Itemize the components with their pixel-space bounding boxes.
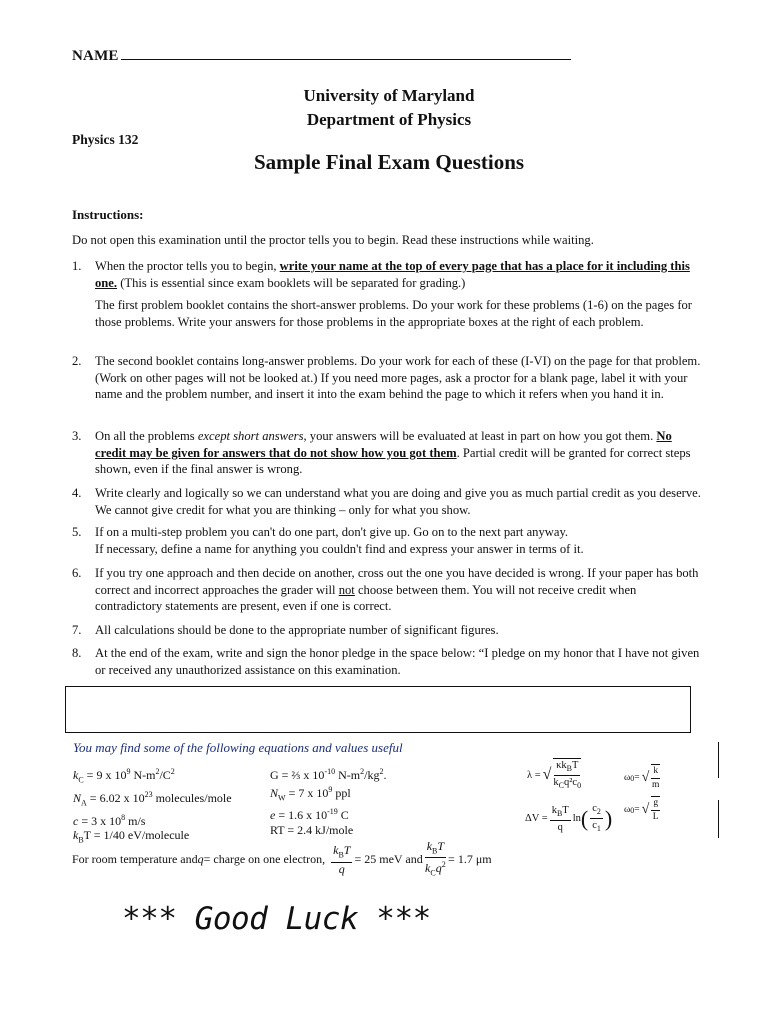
item-number: 7. (72, 623, 82, 637)
item-number: 2. (72, 354, 82, 368)
honor-pledge-box[interactable] (65, 686, 691, 733)
university-name: University of Maryland (303, 86, 475, 105)
debye-length-formula: λ = √ $\frac{\kappa k_BT}{k_Cq^2c_0}$ (527, 760, 582, 791)
formula-lhs: λ = (527, 769, 541, 781)
formula-fraction: $\frac{\kappa k_BT}{k_Cq^2c_0}$ (553, 760, 582, 791)
thermal-voltage-fraction: $\frac{k_BT}{q}$ (333, 843, 351, 876)
formula-fraction: $\frac{k_BT}{q}$ (551, 804, 569, 833)
item-text-pre: If you try one approach and then decide on another, cross out the one you have decided is wrong. If your paper has both correct and incorrect approaches the grader will (95, 566, 699, 597)
speed-of-light: c = 3 x $10^8$ m/s (73, 812, 146, 828)
item-text: All calculations should be done to the appropriate number of significant figures. (95, 623, 499, 637)
bjerrum-length-fraction: $\frac{k_BT}{k_Cq^2}$ (425, 839, 446, 878)
formula-lhs: ΔV = (525, 813, 548, 825)
margin-bar (718, 742, 719, 778)
name-label (72, 46, 571, 65)
rt-value: RT = 2.4 kJ/mole (270, 822, 354, 837)
item-text-post: . Partial credit will be granted for correct steps shown, even if the final answer is wrong. (95, 445, 691, 476)
spring-frequency-formula: ω 0 = √ $\frac{k}{m}$ (624, 766, 660, 790)
item-text (95, 258, 705, 291)
constants-column-1 (73, 765, 232, 848)
electron-charge: e = 1.6 x $10^{-19}$ C (270, 807, 349, 823)
item-number: 3. (72, 429, 82, 443)
item-text-emphasis: No credit may be given for answers that do not show how you got them (95, 429, 672, 460)
coulomb-constant: $k_C = 9$ x $10^9$ $N-m^2/C^2$ (73, 767, 175, 785)
item-text-emphasis: write your name at the top of every page that has a place for it including this one. (95, 259, 690, 290)
item-text-pre: When the proctor tells you to begin, (95, 259, 280, 273)
item-text-line2: If necessary, define a name for anything you couldn't find and express your answer in terms of it. (95, 541, 584, 556)
item-text-line1: If on a multi-step problem you can't do one part, don't give up. Go on to the next part anyway. (95, 525, 569, 539)
nernst-formula: ΔV = $\frac{k_BT}{q}$ ln ( $\frac{c_2}{c_1}$ ) (525, 803, 613, 834)
instructions-heading: Instructions: (72, 207, 144, 222)
gravitational-constant: G = ⅔ x $10^{-10}$ $N-m^2/kg^2$. (270, 767, 387, 782)
ln-symbol: ln (572, 813, 581, 825)
room-temperature-formulas: For room temperature and q = charge on one electron, $\frac{k_BT}{q}$ = 25 meV and $\frac{k_BT}{k_Cq^2}$ = 1.7 μm (72, 839, 492, 878)
item-number: 8. (72, 646, 82, 660)
thermal-energy: $k_BT = 1/40$ eV/molecule (73, 828, 190, 845)
item-text (95, 565, 705, 615)
item-text-post: choose between them. You will not receive credit when contradictory statements are present, even if one is correct. (95, 582, 637, 613)
margin-bar (718, 800, 719, 838)
item-text (95, 524, 705, 557)
world-population: $N_W = 7$ x $10^9$ ppl (270, 784, 351, 802)
item-text: The second booklet contains long-answer problems. Do your work for each of these (I-VI) on the page for that problem. (Work on other pages will not be looked at.) If you need more pages, ask a proctor for a blank page, label it with your name and the problem number, and insert it into the exam behind the page to which it refers when you hand it in. (95, 354, 701, 401)
name-label-text: NAME (72, 48, 119, 64)
avogadro-number: $N_A = 6.02$ x $10^{23}$ molecules/mole (73, 789, 232, 808)
instruction-item-1-paragraph: The first problem booklet contains the short-answer problems. Do your work for these problems (1-6) on the pages for those problems. Write your answers for those problems in the appropriate boxes at the right of each problem. (95, 298, 693, 329)
item-text-post: (This is essential since exam booklets will be separated for grading.) (117, 275, 466, 290)
item-number: 4. (72, 486, 82, 500)
name-blank-line[interactable] (121, 46, 571, 60)
item-number: 1. (72, 259, 82, 273)
course-label: Physics 132 (72, 132, 139, 147)
equations-heading: You may find some of the following equations and values useful (73, 740, 403, 755)
constants-column-2 (270, 765, 386, 837)
item-number: 5. (72, 525, 82, 539)
item-text-underline: not (338, 582, 355, 597)
item-text-mid: , your answers will be evaluated at least in part on how you got them. (303, 429, 657, 443)
page-title: Sample Final Exam Questions (253, 150, 525, 174)
item-text-pre: On all the problems (95, 429, 198, 443)
item-text-italic: except short answers (197, 429, 304, 443)
item-text (95, 428, 705, 478)
department-name: Department of Physics (306, 110, 472, 129)
pendulum-frequency-formula: ω 0 = √ $\frac{g}{L}$ (624, 798, 659, 822)
concentration-ratio: $\frac{c_2}{c_1}$ (592, 803, 601, 834)
good-luck-message: *** Good Luck *** (122, 901, 431, 937)
item-number: 6. (72, 566, 82, 580)
item-text: At the end of the exam, write and sign the honor pledge in the space below: “I pledge on my honor that I have not given or received any unauthorized assistance on this examination. (95, 646, 700, 677)
item-text: Write clearly and logically so we can understand what you are doing and give you as much partial credit as you deserve. We cannot give credit for what you are thinking – only for what you show. (95, 486, 701, 517)
instructions-intro: Do not open this examination until the proctor tells you to begin. Read these instructions while waiting. (72, 233, 594, 247)
